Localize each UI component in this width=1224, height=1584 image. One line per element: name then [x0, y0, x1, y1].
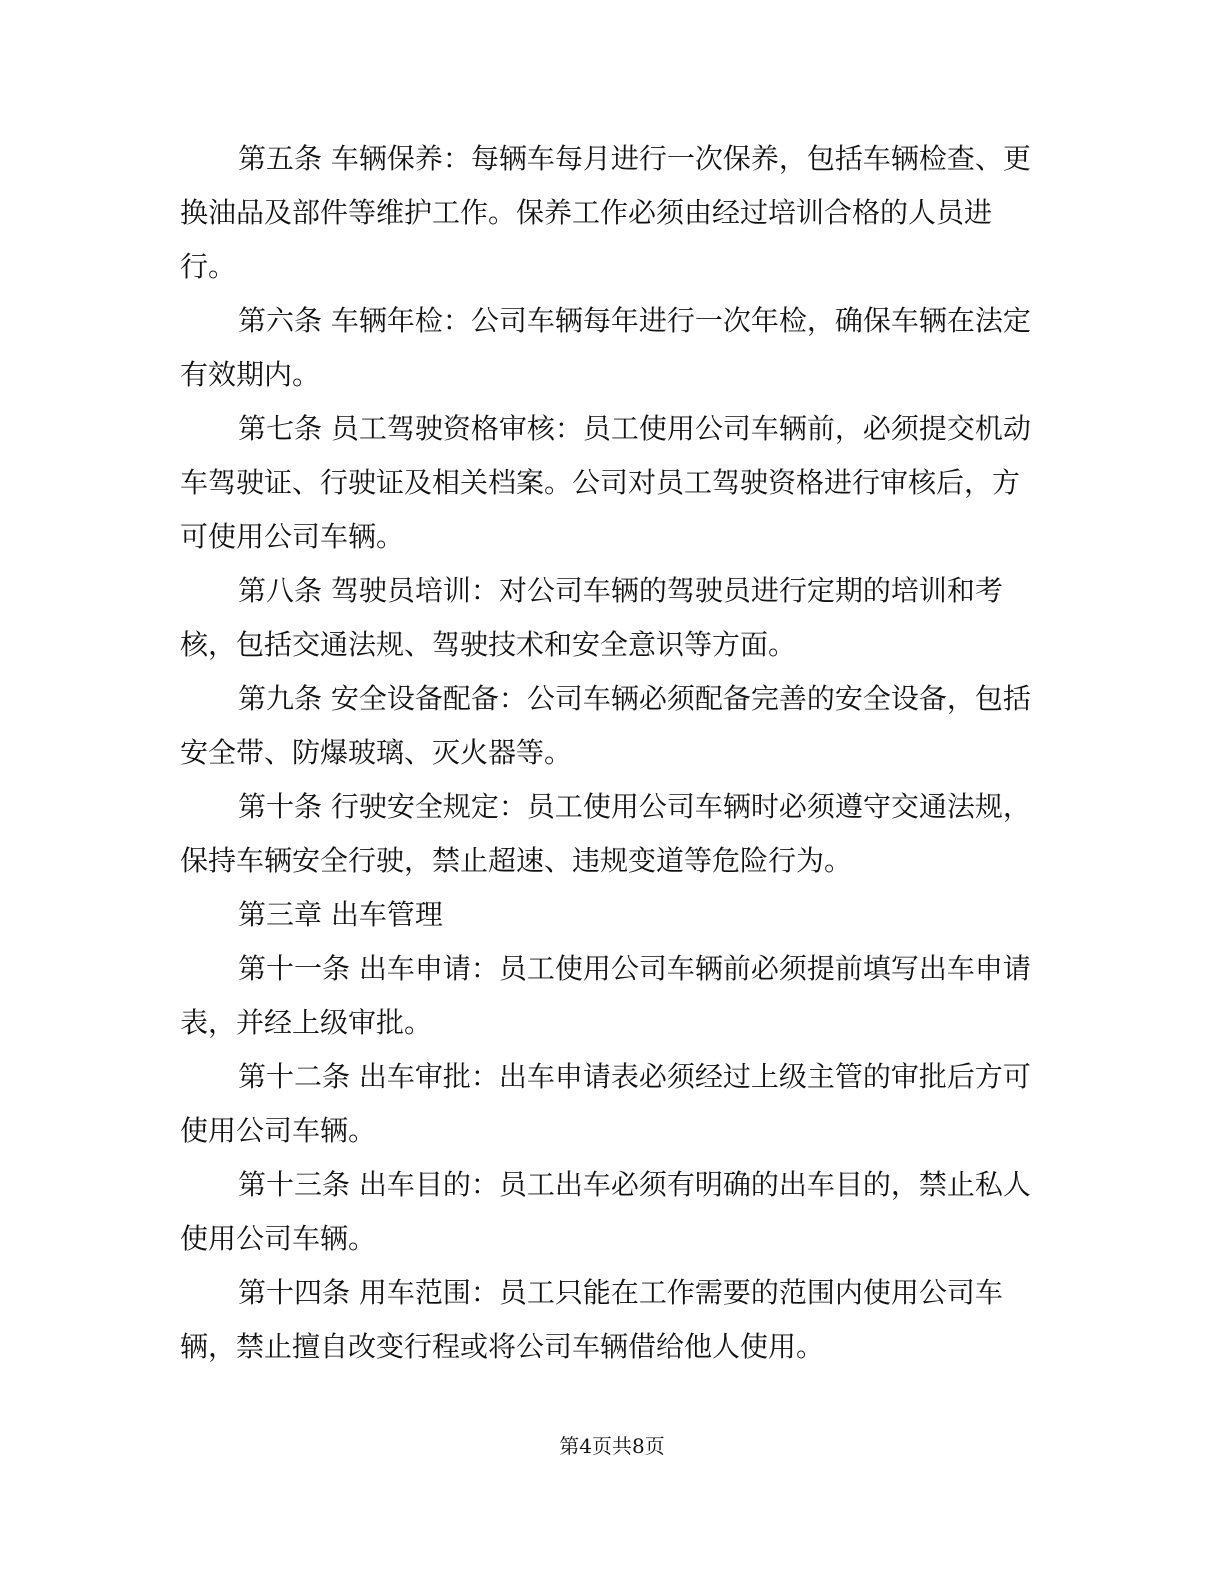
paragraph-article-5: 第五条 车辆保养：每辆车每月进行一次保养，包括车辆检查、更换油品及部件等维护工作。保养工作必须由经过培训合格的人员进行。	[180, 142, 1031, 283]
paragraph-article-7: 第七条 员工驾驶资格审核：员工使用公司车辆前，必须提交机动车驾驶证、行驶证及相关档案。公司对员工驾驶资格进行审核后，方可使用公司车辆。	[180, 412, 1031, 553]
paragraph-article-6: 第六条 车辆年检：公司车辆每年进行一次年检，确保车辆在法定有效期内。	[180, 304, 1031, 391]
paragraph-article-10: 第十条 行驶安全规定：员工使用公司车辆时必须遵守交通法规，保持车辆安全行驶，禁止超速、违规变道等危险行为。	[180, 790, 1031, 877]
paragraph-article-13: 第十三条 出车目的：员工出车必须有明确的出车目的，禁止私人使用公司车辆。	[180, 1168, 1031, 1255]
paragraph-article-14: 第十四条 用车范围：员工只能在工作需要的范围内使用公司车辆，禁止擅自改变行程或将公司车辆借给他人使用。	[180, 1276, 1003, 1363]
paragraph-article-8: 第八条 驾驶员培训：对公司车辆的驾驶员进行定期的培训和考核，包括交通法规、驾驶技术和安全意识等方面。	[180, 574, 1003, 661]
paragraph-article-12: 第十二条 出车审批：出车申请表必须经过上级主管的审批后方可使用公司车辆。	[180, 1060, 1031, 1147]
page-number-footer: 第4页共8页	[559, 1434, 665, 1458]
paragraph-article-9: 第九条 安全设备配备：公司车辆必须配备完善的安全设备，包括安全带、防爆玻璃、灭火器等。	[180, 682, 1031, 769]
chapter-heading: 第三章 出车管理	[238, 898, 443, 931]
document-body	[180, 132, 1040, 1374]
paragraph-article-11: 第十一条 出车申请：员工使用公司车辆前必须提前填写出车申请表，并经上级审批。	[180, 952, 1031, 1039]
